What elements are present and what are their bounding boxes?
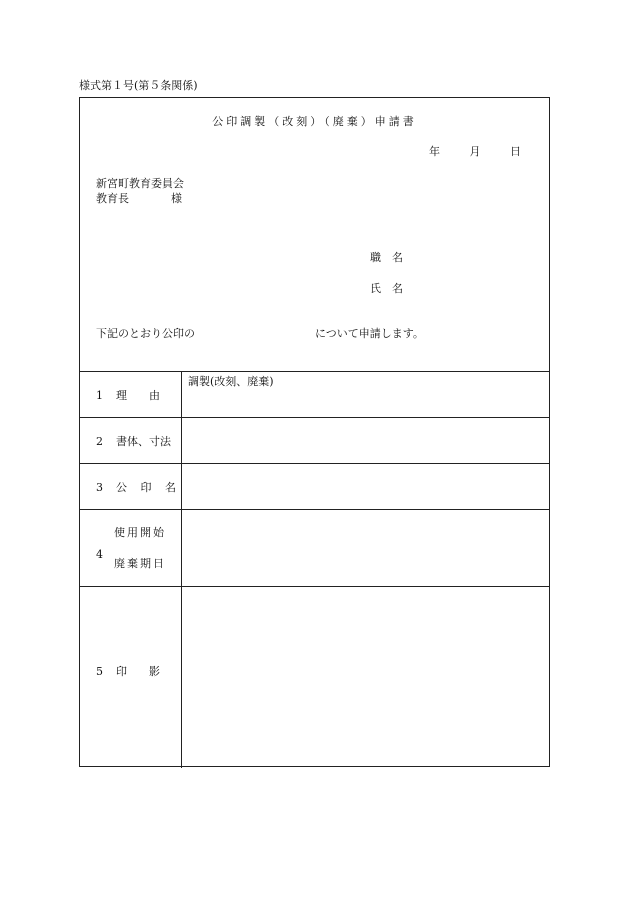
month-label: 月 bbox=[469, 145, 481, 158]
row-seal-impression-header bbox=[80, 587, 182, 768]
declaration-line bbox=[96, 326, 424, 341]
form-number-label: 様式第１号(第５条関係) bbox=[79, 79, 198, 92]
row-dates-number: 4 bbox=[96, 548, 103, 561]
declaration-after: について申請します。 bbox=[315, 327, 424, 340]
usage-start-label: 使用開始 bbox=[114, 526, 166, 539]
row-seal-impression-label: 5 印 影 bbox=[96, 665, 160, 678]
row-typeface-size-label: 2 書体、寸法 bbox=[96, 435, 171, 448]
row-seal-impression[interactable] bbox=[80, 586, 549, 768]
row-seal-name-header bbox=[80, 464, 182, 509]
declaration-before: 下記のとおり公印の bbox=[96, 327, 195, 340]
row-seal-name[interactable] bbox=[80, 463, 549, 509]
addressee-title-line bbox=[96, 191, 184, 206]
addressee-honorific: 様 bbox=[171, 192, 182, 205]
addressee-organization: 新宮町教育委員会 bbox=[96, 177, 184, 190]
row-typeface-size-header bbox=[80, 418, 182, 463]
row-seal-name-label: 3 公 印 名 bbox=[96, 481, 181, 494]
form-title: 公印調製（改刻）（廃棄）申請書 bbox=[212, 115, 417, 128]
row-typeface-size[interactable] bbox=[80, 417, 549, 463]
year-label: 年 bbox=[429, 145, 440, 158]
date-line[interactable] bbox=[403, 144, 521, 159]
row-reason[interactable] bbox=[80, 371, 549, 417]
day-label: 日 bbox=[510, 145, 521, 158]
applicant-position-label[interactable]: 職 名 bbox=[370, 251, 403, 264]
addressee-title: 教育長 bbox=[96, 192, 129, 205]
row-reason-label: 1 理 由 bbox=[96, 389, 160, 402]
row-dates[interactable] bbox=[80, 509, 549, 586]
row-reason-prefill: 調製(改刻、廃棄) bbox=[188, 375, 274, 388]
addressee-block bbox=[96, 176, 184, 206]
row-dates-header bbox=[80, 510, 182, 586]
row-reason-header bbox=[80, 372, 182, 417]
disposal-date-label: 廃棄期日 bbox=[114, 557, 166, 570]
application-form bbox=[79, 97, 550, 767]
applicant-name-label[interactable]: 氏 名 bbox=[370, 282, 403, 295]
